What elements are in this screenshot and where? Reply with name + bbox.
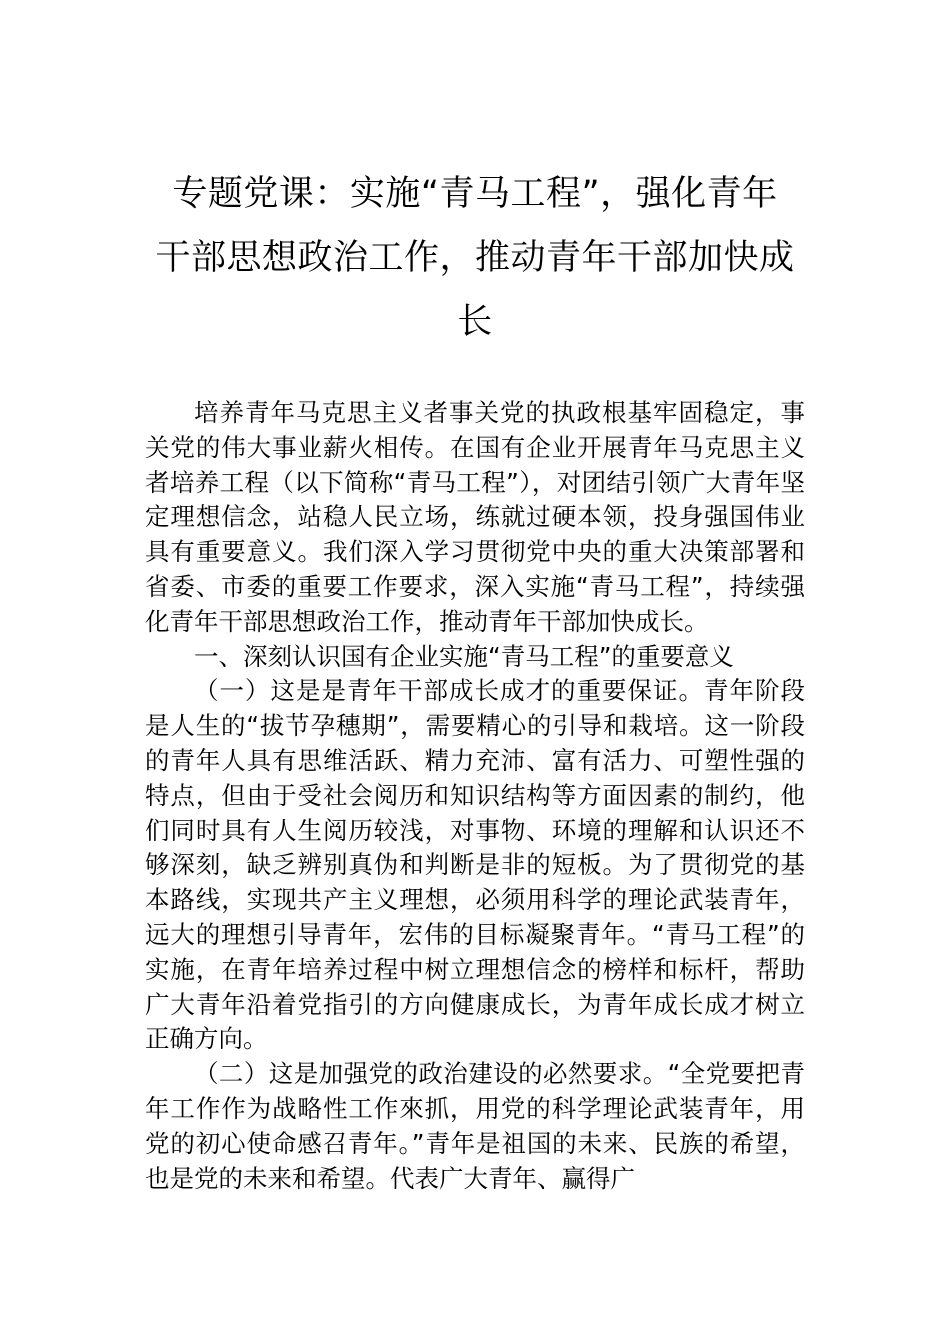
paragraph-point-2: （二）这是加强党的政治建设的必然要求。“全党要把青年工作作为战略性工作來抓，用党的科学理论武装青年，用党的初心使命感召青年。”青年是祖国的未来、民族的希望，也是党的未来和希望。代表广大青年、赢得广 bbox=[145, 1059, 805, 1193]
paragraph-point-1: （一）这是是青年干部成长成才的重要保证。青年阶段是人生的“拔节孕穗期”，需要精心的引导和栽培。这一阶段的青年人具有思维活跃、精力充沛、富有活力、可塑性强的特点，但由于受社会阅历和知识结构等方面因素的制约，他们同时具有人生阅历较浅，对事物、环境的理解和认识还不够深刻，缺乏辨别真伪和判断是非的短板。为了贯彻党的基本路线，实现共产主义理想，必须用科学的理论武装青年，远大的理想引导青年，宏伟的目标凝聚青年。“青马工程”的实施，在青年培养过程中树立理想信念的榜样和标杆，帮助广大青年沿着党指引的方向健康成长，为青年成长成才树立正确方向。 bbox=[145, 676, 805, 1054]
title-line-1: 专题党课：实施“青马工程”，强化青年 bbox=[172, 174, 778, 214]
paragraph-intro: 培养青年马克思主义者事关党的执政根基牢固稳定，事关党的伟大事业薪火相传。在国有企业开展青年马克思主义者培养工程（以下简称“青马工程”），对团结引领广大青年坚定理想信念，站稳人民立场，练就过硬本领，投身强国伟业具有重要意义。我们深入学习贯彻党中央的重大决策部署和省委、市委的重要工作要求，深入实施“青马工程”，持续强化青年干部思想政治工作，推动青年干部加快成长。 bbox=[145, 398, 805, 636]
title-line-3: 长 bbox=[457, 302, 493, 342]
document-title bbox=[120, 162, 830, 354]
section-heading-1: 一、深刻认识国有企业实施“青马工程”的重要意义 bbox=[194, 641, 734, 671]
document-body bbox=[145, 396, 805, 1196]
title-line-2: 干部思想政治工作，推动青年干部加快成 bbox=[155, 238, 795, 278]
